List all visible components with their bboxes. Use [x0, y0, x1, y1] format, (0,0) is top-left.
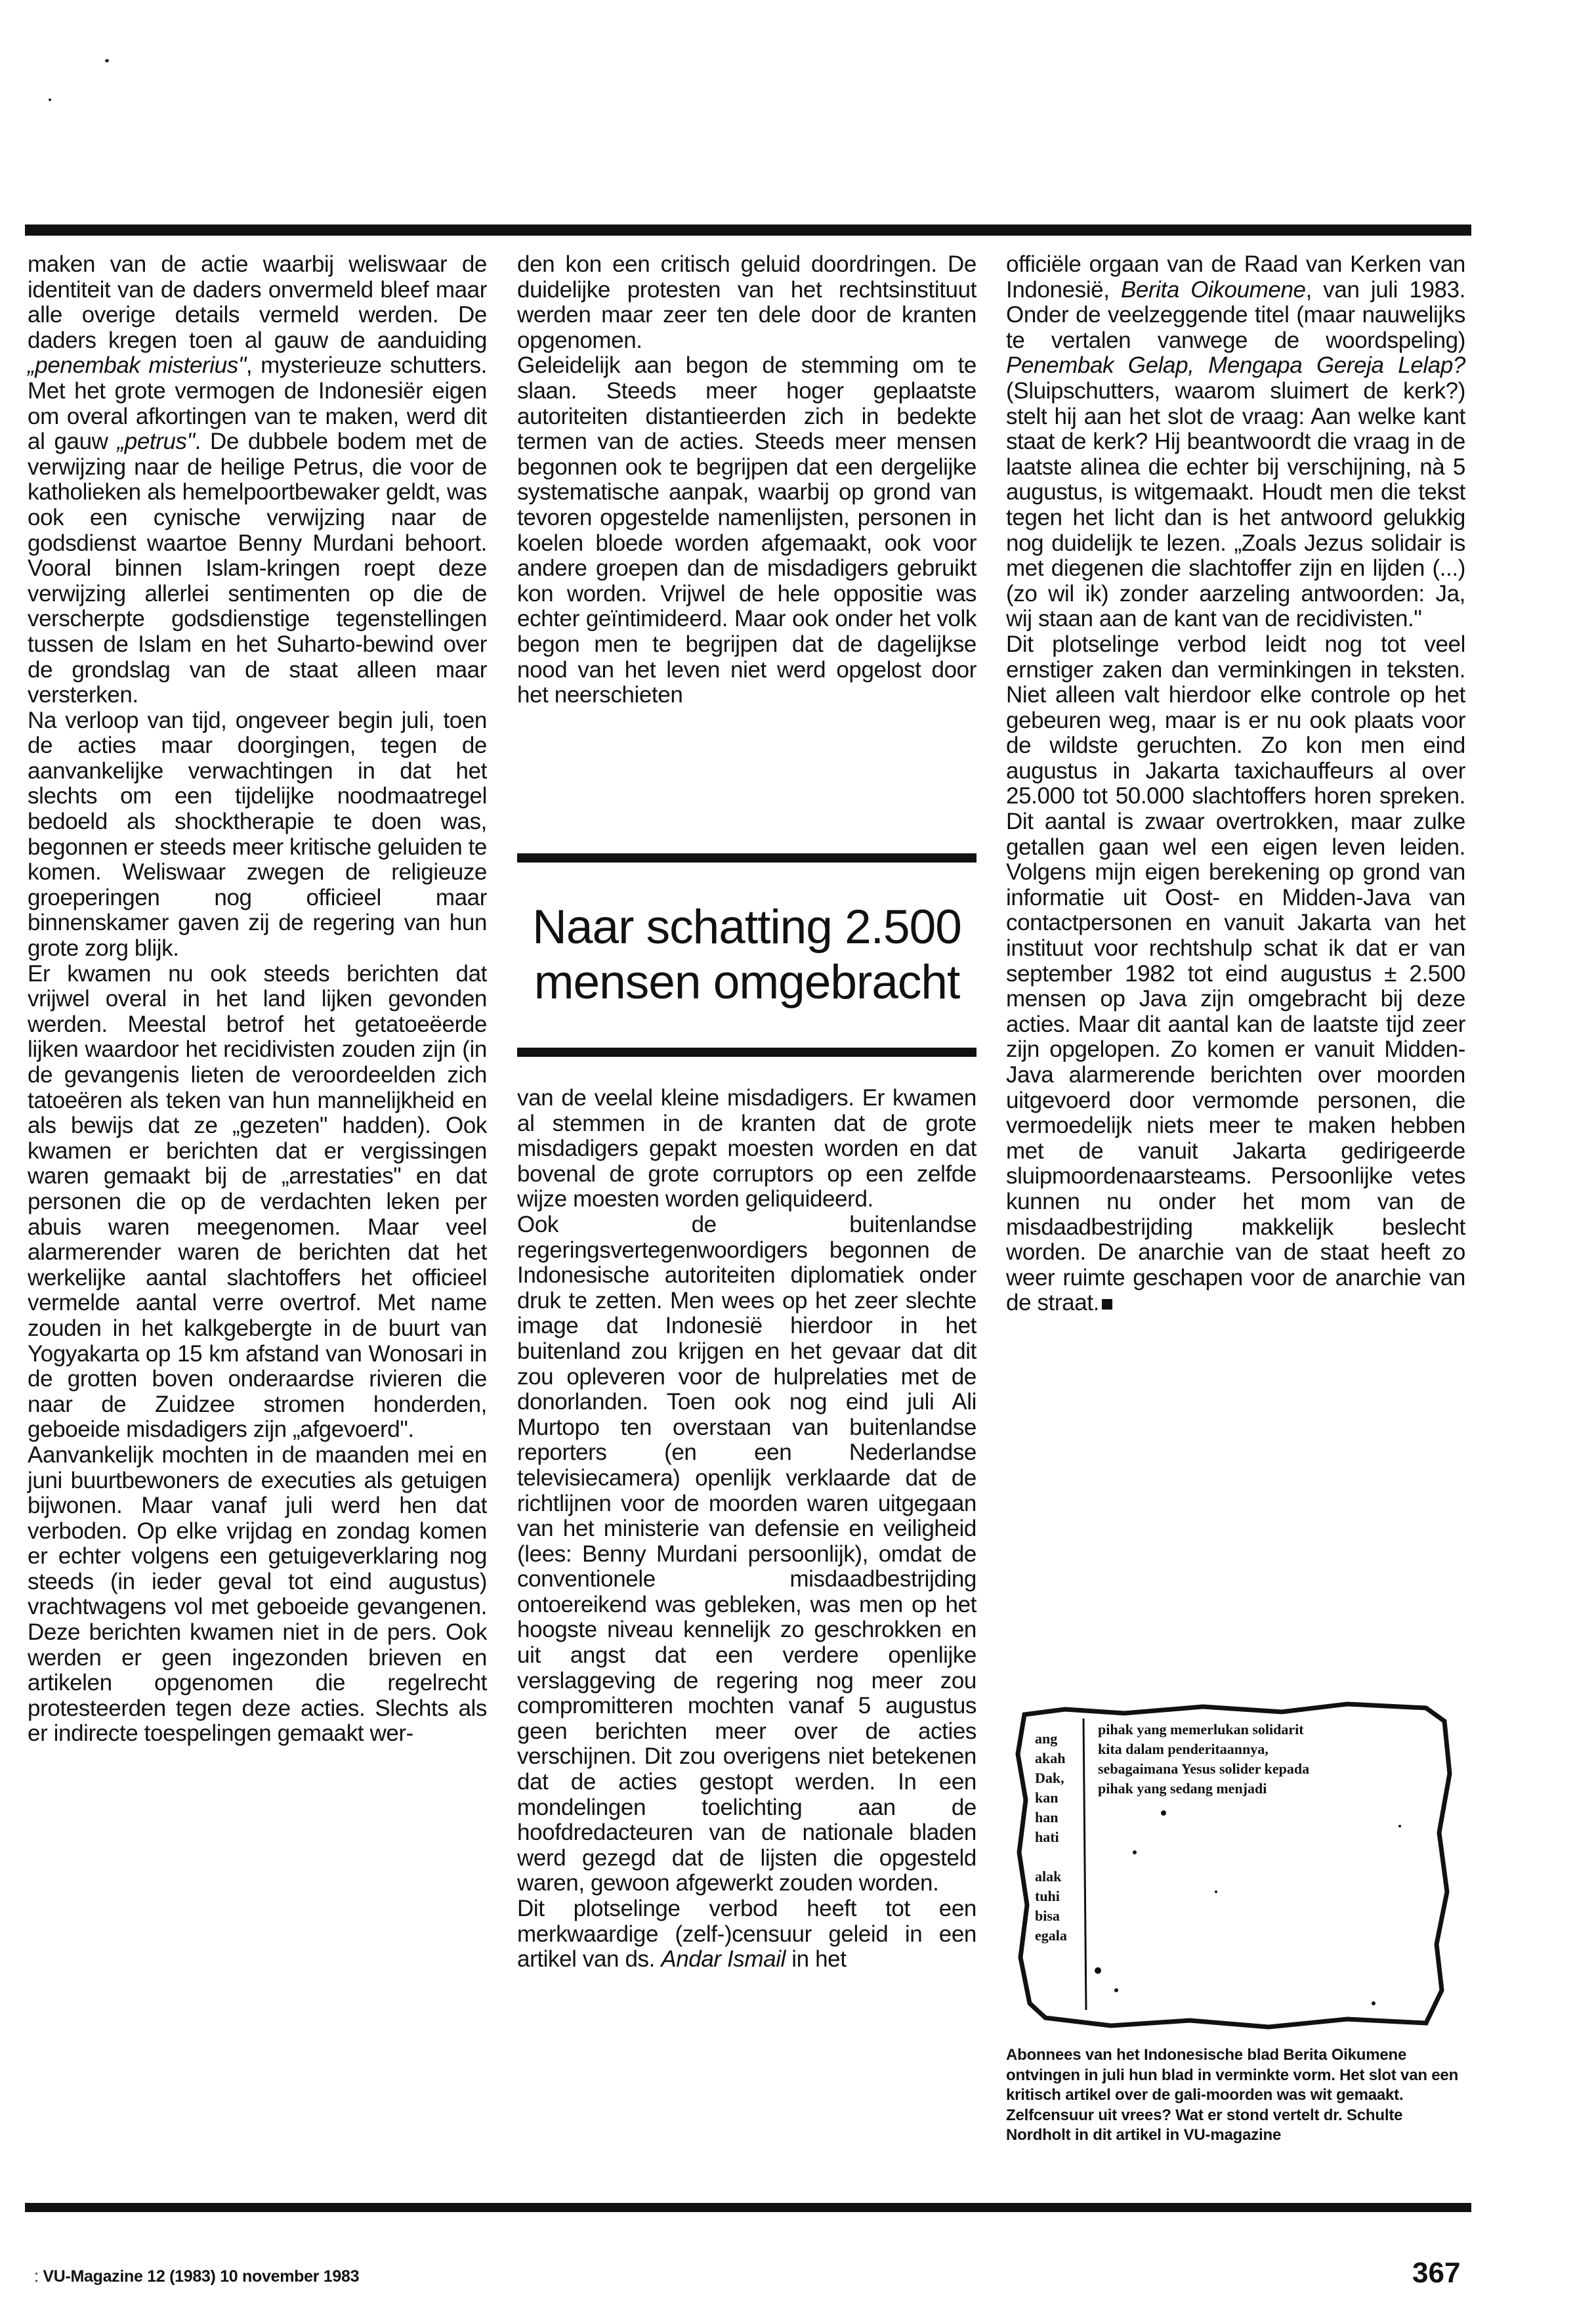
fragment: Dak, — [1035, 1770, 1064, 1786]
print-speck — [49, 98, 51, 101]
footer-issue-line — [34, 2267, 359, 2286]
visible-line: pihak yang memerlukan solidarit — [1098, 1721, 1304, 1738]
visible-line: pihak yang sedang menjadi — [1098, 1780, 1267, 1797]
fragment: akah — [1035, 1750, 1066, 1766]
paragraph: Er kwamen nu ook steeds berichten dat vrijwel overal in het land lijken gevonden werden. Meestal betrof het getatoeëerde lijken waardoor het recidivisten zouden zijn (in de gevangenis lieten de veroordeelden zich tatoeëren als teken van hun mannelijkheid en als bewijs dat ze „gezeten" hadden). Ook kwamen er berichten dat er vergissingen waren gemaakt bij de „arrestaties" en dat personen die op de verdachten leken per abuis waren meegenomen. Maar veel alarmerender waren de berichten dat het werkelijke aantal slachtoffers het officieel vermelde aantal verre overtrof. Met name zouden in het kalkgebergte in de buurt van Yogyakarta op 15 km afstand van Wonosari in de grotten boven onderaardse rivieren die naar de Zuidzee stromen honderden, geboeide misdadigers zijn „afgevoerd". — [28, 960, 487, 1443]
column-3 — [1006, 252, 1465, 1316]
text-run: Dit plotselinge verbod leidt nog tot veel ernstiger zaken dan verminkingen in teksten. Niet alleen valt hierdoor elke controle op het gebeuren weg, maar is er nu ook plaats voor de wildste geruchten. Zo kon men eind augustus in Jakarta taxichauffeurs al over 25.000 tot 50.000 slachtoffers horen spreken. Dit aantal is zwaar overtrokken, maar zulke getallen gaan wel een eigen leven leiden. Volgens mijn eigen berekening op grond van informatie uit Oost- en Midden-Java van contactpersonen en vanuit Jakarta van het instituut voor rechtshulp schat ik dat er van september 1982 tot eind augustus ± 2.500 mensen op Java zijn omgebracht bij deze acties. Maar dit aantal kan de laatste tijd zeer zijn opgelopen. Zo komen er vanuit Midden-Java alarmerende berichten over moorden uitgevoerd door vermomde personen, die vermoedelijk niets meer te maken hebben met de vanuit Jakarta gedirigeerde sluipmoordenaarsteams. Persoonlijke vetes kunnen nu onder het mom van de misdaadbestrijding makkelijk beslecht worden. De anarchie van de staat heeft zo weer ruimte geschapen voor de anarchie van de straat. — [1006, 631, 1465, 1316]
fragment: bisa — [1035, 1908, 1060, 1924]
right-visible-lines — [1098, 1721, 1309, 1797]
text-run: (Sluipschutters, waarom sluimert de kerk?) stelt hij aan het slot de vraag: Aan welke kant staat de kerk? Hij beantwoordt die vraag in de laatste alinea die echter bij verschijning, nà 5 augustus, is witgemaakt. Houdt men die tekst tegen het licht dan is het antwoord gelukkig nog duidelijk te lezen. „Zoals Jezus solidair is met diegenen die slachtoffer zijn en lijden (...) (zo wil ik) zonder aarzeling antwoorden: Ja, wij staan aan de kant van de recidivisten." — [1006, 377, 1465, 632]
italic-title: Berita Oikoumene — [1120, 276, 1306, 303]
paragraph — [1006, 632, 1465, 1316]
text-run: officiële orgaan van de Raad van Kerken van Indonesië, — [1006, 251, 1465, 303]
footer-mark: : — [34, 2267, 39, 2286]
print-speck — [105, 59, 109, 62]
text-run: , van juli 1983. Onder de veelzeggende titel (maar nauwelijks te vertalen vanwege de woordspeling) — [1006, 276, 1465, 353]
column-2 — [517, 251, 976, 1973]
top-rule — [25, 224, 1471, 236]
visible-line: sebagaimana Yesus solider kepada — [1098, 1760, 1310, 1777]
paragraph — [517, 1896, 976, 1973]
fragment: alak — [1035, 1868, 1062, 1885]
italic-name: Andar Ismail — [661, 1946, 786, 1973]
fragment: kan — [1035, 1789, 1059, 1806]
text-run: Dit plotselinge verbod heeft tot een merkwaardige (zelf-)censuur geleid in een artikel van ds. — [517, 1896, 976, 1973]
fragment: egala — [1035, 1927, 1067, 1944]
italic-term: „petrus" — [117, 429, 195, 455]
column-gutter — [1083, 1718, 1086, 2010]
column-2-continued — [517, 1086, 976, 1973]
end-of-article-mark — [1102, 1299, 1112, 1310]
visible-line: kita dalam penderitaannya, — [1098, 1741, 1269, 1757]
paragraph: Aanvankelijk mochten in de maanden mei en juni buurtbewoners de executies als getuigen bijwonen. Maar vanaf juli werd hen dat verboden. Op elke vrijdag en zondag komen er echter volgens een getuigeverklaring nog steeds (in ieder geval tot eind augustus) vrachtwagens vol met geboeide gevangenen. Deze berichten kwamen niet in de pers. Ook werden er geen ingezonden brieven en artikelen opgenomen die regelrecht protesteerden tegen deze acties. Slechts als er indirecte toespelingen gemaakt wer- — [28, 1441, 487, 1747]
fragment: tuhi — [1035, 1888, 1060, 1904]
paragraph: van de veelal kleine misdadigers. Er kwamen al stemmen in de kranten dat de grote misdadigers gepakt moesten worden en dat bovenal de grote corruptors op een zelfde wijze moesten worden geliquideerd. — [517, 1085, 976, 1212]
censored-text-photo — [1006, 1695, 1465, 2036]
paragraph: Ook de buitenlandse regeringsvertegenwoordigers begonnen de Indonesische autoriteiten diplomatiek onder druk te zetten. Men wees op het zeer slechte image dat Indonesië hierdoor in het buitenland zou krijgen en het gevaar dat dit zou opleveren voor de hulprelaties met de donorlanden. Toen ook nog eind juli Ali Murtopo ten overstaan van buitenlandse reporters (en een Nederlandse televisiecamera) openlijk verklaarde dat de richtlijnen voor de moorden waren uitgegaan van het ministerie van defensie en veiligheid (lees: Benny Murdani persoonlijk), omdat de conventionele misdaadbestrijding ontoereikend was gebleken, was men op het hoogste niveau kennelijk zo geschrokken en uit angst dat een verdere openlijke verslaggeving de regering nog meer zou compromitteren mochten vanaf 5 augustus geen berichten meer over de acties verschijnen. Dit zou overigens niet betekenen dat de acties gestopt werden. In een mondelingen toelichting aan de hoofdredacteuren van de nationale bladen werd gezegd dat de lijsten die opgesteld waren, gewoon afgewerkt zouden worden. — [517, 1211, 976, 1896]
text-run: in het — [785, 1946, 847, 1973]
fragment: ang — [1035, 1730, 1058, 1747]
italic-term: „penembak misterius" — [28, 352, 246, 379]
text-run: , mysterieuze schutters. Met het grote vermogen de Indonesiër eigen om overal afkortingen van te maken, werd dit al gauw — [28, 352, 487, 455]
issue-info: VU-Magazine 12 (1983) 10 november 1983 — [43, 2267, 360, 2286]
left-fragments — [1035, 1730, 1067, 1944]
pull-quote-text: Naar schatting 2.500 mensen omgebracht — [532, 901, 961, 1009]
paragraph: Geleidelijk aan begon de stemming om te slaan. Steeds meer hoger geplaatste autoriteiten distantieerden zich in bedekte termen van de acties. Steeds meer mensen begonnen ook te begrijpen dat een dergelijke systematische aanpak, waarbij op grond van tevoren opgestelde namenlijsten, personen in koelen bloede worden afgemaakt, ook voor andere groepen dan de misdadigers gebruikt kon worden. Vrijwel de hele oppositie was echter geïntimideerd. Maar ook onder het volk begon men te begrijpen dat de dagelijkse nood van het leven niet werd opgelost door het neerschieten — [517, 352, 976, 708]
pull-quote — [517, 853, 976, 1057]
ink-specks — [1095, 1810, 1401, 2005]
photo-reproduction — [1006, 1695, 1465, 2036]
bottom-rule — [25, 2203, 1471, 2212]
paragraph: Na verloop van tijd, ongeveer begin juli, toen de acties maar doorgingen, tegen de aanvankelijke verwachtingen in dat het slechts om een tijdelijke noodmaatregel bedoeld als shocktherapie te doen was, begonnen er steeds meer kritische geluiden te komen. Weliswaar zwegen de religieuze groeperingen nog officieel maar binnenskamer gaven zij de regering van hun grote zorg blijk. — [28, 707, 487, 962]
fragment: hati — [1035, 1829, 1059, 1845]
page-number: 367 — [1412, 2257, 1461, 2289]
text-run: . De dubbele bodem met de verwijzing naar de heilige Petrus, die voor de katholieken als hemelpoortbewaker geldt, was ook een cynische verwijzing naar de godsdienst waartoe Benny Murdani behoort. Vooral binnen Islam-kringen roept deze verwijzing allerlei sentimenten op die de verscherpte godsdienstige tegenstellingen tussen de Islam en het Suharto-bewind over de grondslag van de staat alleen maar versterken. — [28, 429, 487, 708]
paragraph — [1006, 252, 1465, 632]
text-run: maken van de actie waarbij weliswaar de identiteit van de daders onvermeld bleef maar alle overige details vermeld werden. De daders kregen toen al gauw de aanduiding — [28, 251, 487, 353]
paragraph — [28, 252, 487, 708]
figure-caption: Abonnees van het Indonesische blad Berita Oikumene ontvingen in juli hun blad in verminkte vorm. Het slot van een kritisch artikel over de gali-moorden was wit gemaakt. Zelfcensuur uit vrees? Wat er stond vertelt dr. Schulte Nordholt in dit artikel in VU-magazine — [1006, 2046, 1459, 2144]
column-1 — [28, 252, 487, 1747]
italic-title: Penembak Gelap, Mengapa Gereja Lelap? — [1006, 352, 1465, 379]
paragraph: den kon een critisch geluid doordringen. De duidelijke protesten van het rechtsinstituut werden maar zeer ten dele door de kranten opgenomen. — [517, 251, 976, 353]
fragment: han — [1035, 1809, 1059, 1825]
